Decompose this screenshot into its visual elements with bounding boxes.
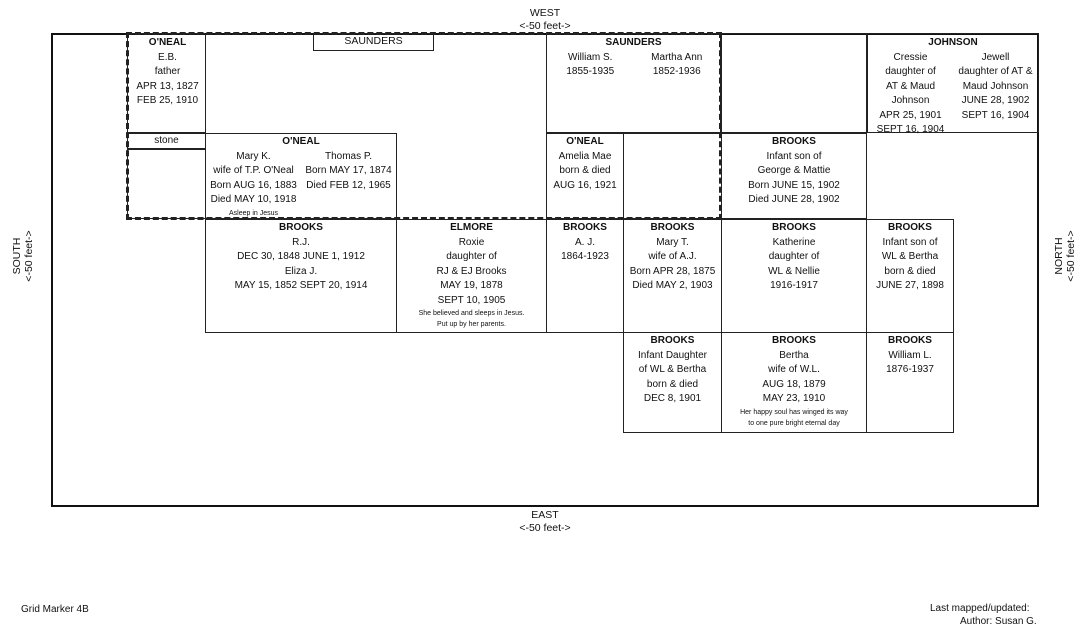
plot-line: AUG 18, 1879 bbox=[762, 378, 826, 390]
plot-line: Eliza J. bbox=[284, 265, 318, 277]
plot-line: AT & Maud bbox=[885, 80, 936, 92]
plot-family-name: BROOKS bbox=[772, 335, 816, 346]
plot-line: MAY 23, 1910 bbox=[762, 393, 826, 404]
east-scale: <-50 feet-> bbox=[519, 522, 571, 534]
plot-epitaph: Put up by her parents. bbox=[437, 321, 506, 328]
plot-brooks-infant-george bbox=[721, 133, 867, 219]
plot-family-name: BROOKS bbox=[772, 222, 816, 233]
plot-line: wife of T.P. O'Neal bbox=[213, 165, 294, 176]
plot-family-name: BROOKS bbox=[563, 222, 607, 233]
plot-line: Martha Ann bbox=[651, 51, 703, 63]
east-label bbox=[500, 509, 590, 535]
plot-line: AUG 16, 1921 bbox=[553, 179, 617, 191]
plot-line: FEB 25, 1910 bbox=[136, 95, 199, 106]
plot-line: E.B. bbox=[158, 51, 177, 63]
plot-epitaph: to one pure bright eternal day bbox=[748, 419, 840, 427]
plot-family-name: O'NEAL bbox=[282, 136, 320, 147]
plot-empty bbox=[721, 33, 867, 133]
plot-line: 1855-1935 bbox=[566, 66, 615, 77]
north-label bbox=[1053, 211, 1077, 301]
plot-line: Mary K. bbox=[236, 150, 271, 162]
plot-family-name: O'NEAL bbox=[566, 136, 604, 147]
plot-line: of WL & Bertha bbox=[638, 364, 707, 375]
author: Author: Susan G. bbox=[960, 616, 1037, 627]
plot-family-name: BROOKS bbox=[888, 222, 932, 233]
plot-line: Maud Johnson bbox=[962, 80, 1029, 92]
west-label bbox=[500, 7, 590, 33]
plot-line: Born AUG 16, 1883 bbox=[210, 179, 297, 191]
plot-line: DEC 30, 1848 JUNE 1, 1912 bbox=[237, 251, 365, 262]
plot-line: daughter of bbox=[446, 251, 497, 262]
plot-line: Died MAY 10, 1918 bbox=[210, 194, 297, 205]
plot-family-name: SAUNDERS bbox=[344, 35, 403, 47]
plot-line: Died FEB 12, 1965 bbox=[306, 179, 391, 191]
plot-brooks-infant-daughter bbox=[623, 332, 722, 433]
plot-epitaph: Her happy soul has winged its way bbox=[740, 408, 848, 416]
plot-line: Infant son of bbox=[882, 236, 938, 248]
south-title: SOUTH bbox=[11, 237, 23, 275]
plot-epitaph: She believed and sleeps in Jesus. bbox=[418, 310, 525, 317]
plot-line: born & died bbox=[646, 378, 699, 390]
south-label bbox=[11, 211, 35, 301]
plot-line: Jewell bbox=[981, 51, 1010, 63]
plot-family-name: JOHNSON bbox=[928, 37, 978, 48]
plot-family-name: SAUNDERS bbox=[605, 37, 662, 48]
plot-line: Bertha bbox=[779, 349, 809, 361]
plot-line: Infant Daughter bbox=[638, 349, 707, 361]
plot-line: daughter of bbox=[768, 251, 820, 262]
plot-line: 1852-1936 bbox=[652, 66, 701, 77]
plot-line: APR 13, 1827 bbox=[136, 80, 199, 92]
plot-line: William S. bbox=[568, 51, 613, 63]
plot-line: Died JUNE 28, 1902 bbox=[748, 194, 840, 205]
plot-line: William L. bbox=[888, 349, 932, 361]
plot-elmore bbox=[396, 219, 547, 333]
plot-brooks-aj bbox=[546, 219, 624, 333]
plot-line: SEPT 16, 1904 bbox=[876, 124, 945, 135]
plot-line: SEPT 10, 1905 bbox=[437, 294, 506, 306]
plot-line: born & died bbox=[884, 265, 936, 277]
plot-line: APR 25, 1901 bbox=[879, 109, 942, 121]
plot-brooks-infant-wl bbox=[866, 219, 954, 333]
plot-line: Born APR 28, 1875 bbox=[629, 265, 716, 277]
plot-line: JUNE 28, 1902 bbox=[961, 95, 1030, 106]
plot-line: Born MAY 17, 1874 bbox=[305, 165, 392, 176]
plot-line: 1876-1937 bbox=[886, 364, 934, 375]
plot-line: Amelia Mae bbox=[558, 150, 612, 162]
plot-line: R.J. bbox=[292, 236, 310, 248]
plot-family-name: BROOKS bbox=[650, 222, 695, 233]
plot-family-name: BROOKS bbox=[888, 335, 932, 346]
west-title: WEST bbox=[529, 7, 561, 19]
plot-line: Katherine bbox=[772, 236, 816, 248]
plot-line: DEC 8, 1901 bbox=[643, 393, 702, 404]
family-plot-enclosure bbox=[126, 32, 722, 220]
plot-line: daughter of bbox=[885, 66, 936, 77]
plot-line: 1864-1923 bbox=[561, 251, 609, 262]
plot-line: Cressie bbox=[893, 51, 928, 63]
plot-johnson bbox=[867, 33, 1039, 133]
plot-line: SEPT 16, 1904 bbox=[961, 109, 1030, 121]
plot-line: father bbox=[154, 66, 181, 77]
plot-line: RJ & EJ Brooks bbox=[436, 265, 507, 277]
south-scale: <-50 feet-> bbox=[23, 230, 35, 282]
west-scale: <-50 feet-> bbox=[519, 20, 571, 32]
plot-line: A. J. bbox=[574, 236, 595, 248]
plot-brooks-william bbox=[866, 332, 954, 433]
plot-line: JUNE 27, 1898 bbox=[876, 280, 944, 291]
plot-stone-label: stone bbox=[154, 135, 179, 146]
plot-line: Born JUNE 15, 1902 bbox=[748, 179, 840, 191]
plot-line: wife of W.L. bbox=[768, 364, 820, 375]
plot-family-name: BROOKS bbox=[772, 136, 816, 147]
plot-line: Mary T. bbox=[656, 236, 689, 248]
plot-line: Roxie bbox=[458, 236, 485, 248]
plot-family-name: BROOKS bbox=[279, 222, 323, 233]
north-title: NORTH bbox=[1053, 237, 1065, 275]
plot-brooks-katherine bbox=[721, 219, 867, 333]
plot-line: daughter of AT & bbox=[958, 66, 1033, 77]
plot-brooks-rj bbox=[205, 219, 397, 333]
plot-line: Infant son of bbox=[766, 150, 822, 162]
last-mapped: Last mapped/updated: bbox=[930, 603, 1030, 614]
plot-line: WL & Nellie bbox=[768, 265, 820, 277]
plot-line: George & Mattie bbox=[757, 165, 831, 176]
grid-marker: Grid Marker 4B bbox=[21, 604, 89, 615]
north-scale: <-50 feet-> bbox=[1065, 230, 1077, 282]
plot-line: wife of A.J. bbox=[648, 251, 697, 262]
plot-family-name: O'NEAL bbox=[148, 37, 187, 48]
plot-line: Died MAY 2, 1903 bbox=[632, 280, 713, 291]
east-title: EAST bbox=[531, 509, 559, 521]
plot-line: WL & Bertha bbox=[881, 251, 939, 262]
plot-family-name: BROOKS bbox=[650, 335, 695, 346]
plot-brooks-bertha bbox=[721, 332, 867, 433]
plot-family-name: ELMORE bbox=[450, 222, 493, 233]
plot-epitaph: Asleep in Jesus bbox=[228, 209, 279, 217]
plot-line: Johnson bbox=[891, 95, 930, 106]
plot-line: MAY 19, 1878 bbox=[440, 280, 503, 291]
plot-line: MAY 15, 1852 SEPT 20, 1914 bbox=[234, 280, 368, 291]
plot-line: 1916-1917 bbox=[770, 280, 818, 291]
plot-line: Thomas P. bbox=[324, 150, 373, 162]
plot-line: born & died bbox=[559, 165, 611, 176]
plot-brooks-mary bbox=[623, 219, 722, 333]
